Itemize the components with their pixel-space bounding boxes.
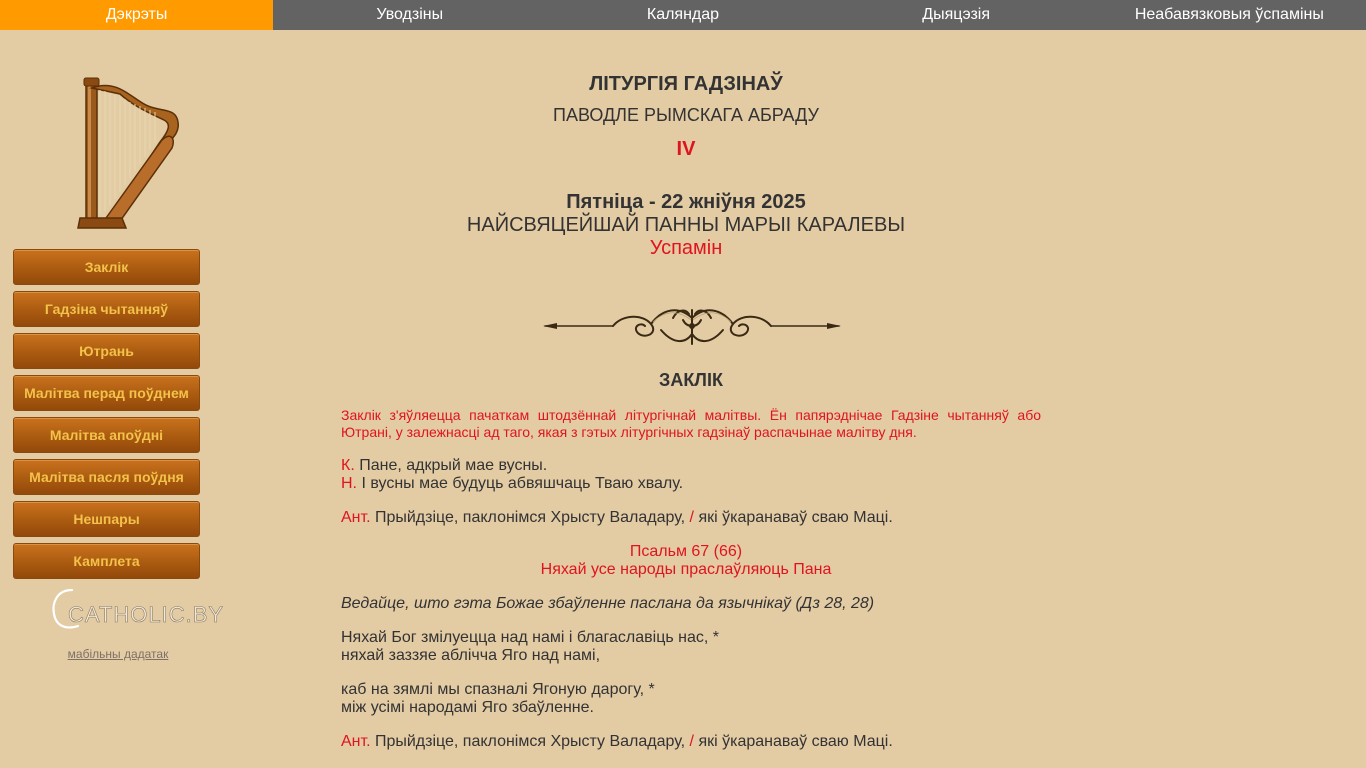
psalm-epigraph: Ведайце, што гэта Божае збаўленне паслана да язычнікаў (Дз 28, 28) [341, 595, 875, 612]
nav-item-optional-memorials[interactable]: Неабавязковыя ўспаміны [1134, 6, 1324, 23]
response-prefix: Н. [341, 475, 357, 492]
sidebar [0, 30, 240, 768]
antiphon-divider: / [689, 509, 694, 526]
top-navigation [0, 0, 1366, 30]
catholic-by-logo-text: CATHOLIC.BY [68, 602, 225, 627]
nav-item-introduction[interactable]: Уводзіны [376, 6, 444, 23]
menu-midafternoon-button[interactable]: Малітва пасля поўдня [13, 459, 200, 495]
menu-midmorning-button[interactable]: Малітва перад поўднем [13, 375, 200, 411]
stanza1-line1: Няхай Бог змілуецца над намі і благаславіць нас, * [341, 629, 720, 646]
nav-item-decrees[interactable]: Дэкрэты [0, 0, 273, 30]
section-title: ЗАКЛІК [659, 370, 723, 390]
versicle-line [341, 457, 1041, 475]
stanza2-line1: каб на зямлі мы спазналі Ягоную дарогу, * [341, 681, 655, 698]
stanza1-line2: няхай заззяе аблічча Яго над намі, [341, 647, 601, 664]
harp-icon [78, 78, 184, 230]
antiphon-repeat-line [341, 733, 1041, 751]
stanza2-line2: між усімі народамі Яго збаўленне. [341, 699, 594, 716]
menu-lauds-button[interactable]: Ютрань [13, 333, 200, 369]
ornament-divider-icon [543, 300, 841, 352]
catholic-by-logo[interactable] [48, 582, 225, 634]
nav-item-calendar[interactable]: Каляндар [646, 6, 720, 23]
feast-rank: Успамін [649, 237, 723, 259]
antiphon-repeat-divider: / [689, 733, 694, 750]
antiphon-prefix: Ант. [341, 509, 371, 526]
page-title: ЛІТУРГІЯ ГАДЗІНАЎ [589, 73, 783, 95]
response-line [341, 475, 1041, 493]
feast-name: НАЙСВЯЦЕЙШАЙ ПАННЫ МАРЫІ КАРАЛЕВЫ [466, 214, 906, 236]
antiphon-repeat-part2: які ўкаранаваў сваю Маці. [698, 733, 893, 750]
menu-vespers-button[interactable]: Нешпары [13, 501, 200, 537]
antiphon-line [341, 509, 1041, 527]
response-text: І вусны мае будуць абвяшчаць Тваю хвалу. [361, 475, 684, 492]
antiphon-repeat-prefix: Ант. [341, 733, 371, 750]
menu-midday-button[interactable]: Малітва апоўдні [13, 417, 200, 453]
psalm-title: Псальм 67 (66) [629, 543, 743, 560]
page-subtitle: ПАВОДЛЕ РЫМСКАГА АБРАДУ [553, 105, 819, 125]
hours-menu [13, 249, 200, 585]
antiphon-part1: Прыйдзіце, паклонімся Хрысту Валадару, [374, 509, 686, 526]
versicle-prefix: К. [341, 457, 355, 474]
antiphon-repeat-part1: Прыйдзіце, паклонімся Хрысту Валадару, [374, 733, 686, 750]
versicle-text: Пане, адкрый мае вусны. [359, 457, 548, 474]
liturgical-date: Пятніца - 22 жніўня 2025 [566, 191, 806, 213]
mobile-app-link[interactable]: мабільны дадатак [67, 647, 169, 661]
psalm-subtitle: Няхай усе народы праслаўляюць Пана [540, 561, 832, 578]
antiphon-part2: які ўкаранаваў сваю Маці. [698, 509, 893, 526]
menu-office-of-readings-button[interactable]: Гадзіна чытанняў [13, 291, 200, 327]
volume-number: IV [676, 138, 696, 160]
menu-compline-button[interactable]: Камплета [13, 543, 200, 579]
nav-item-diocese[interactable]: Дыяцэзія [922, 6, 990, 23]
menu-invitatory-button[interactable]: Заклік [13, 249, 200, 285]
rubric-text: Заклік з'яўляецца пачаткам штодзённай літургічнай малітвы. Ён папярэднічае Гадзіне чытанняў або Ютрані, у залежнасці ад таго, якая з гэтых літургічных гадзінаў распачынае малітву дня. [341, 407, 1041, 440]
